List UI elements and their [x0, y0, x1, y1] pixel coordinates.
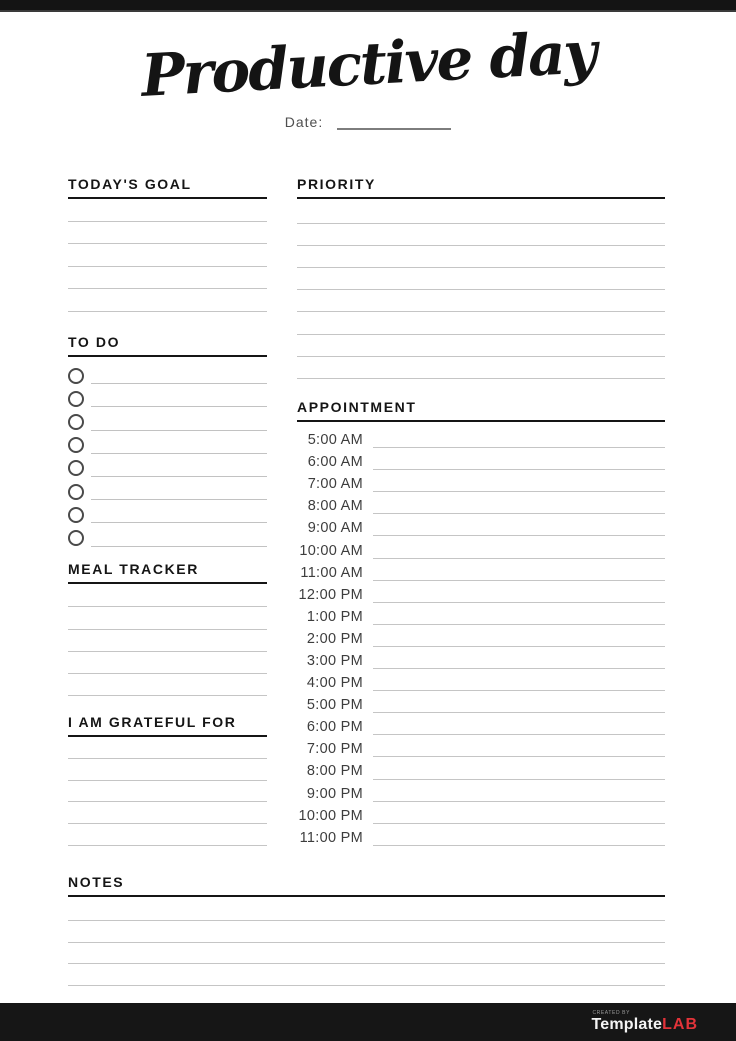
fill-line[interactable]	[68, 674, 267, 696]
fill-line[interactable]	[68, 899, 665, 921]
appointment-row	[297, 783, 665, 805]
time-label: 5:00 AM	[307, 432, 363, 449]
time-label: 10:00 AM	[299, 542, 363, 559]
fill-line[interactable]	[68, 289, 267, 312]
ruled-lines	[68, 899, 665, 986]
section-todays-goal	[68, 176, 267, 312]
fill-line[interactable]	[91, 383, 267, 384]
todo-checkbox-circle[interactable]	[68, 414, 84, 430]
appointment-row	[297, 429, 665, 451]
ruled-lines	[68, 199, 267, 312]
section-appointment	[297, 399, 665, 849]
fill-line[interactable]	[373, 756, 665, 757]
section-priority	[297, 176, 665, 379]
fill-line[interactable]	[68, 921, 665, 943]
section-title: MEAL TRACKER	[68, 561, 267, 584]
todo-checkbox-circle[interactable]	[68, 391, 84, 407]
section-title: PRIORITY	[297, 176, 665, 199]
appointment-row	[297, 738, 665, 760]
fill-line[interactable]	[373, 469, 665, 470]
fill-line[interactable]	[68, 781, 267, 803]
brand-lab-text: LAB	[662, 1016, 698, 1033]
fill-line[interactable]	[373, 535, 665, 536]
fill-line[interactable]	[68, 267, 267, 290]
fill-line[interactable]	[297, 312, 665, 334]
fill-line[interactable]	[68, 244, 267, 267]
templatelab-logo	[591, 1011, 698, 1033]
appointment-row	[297, 562, 665, 584]
time-label: 12:00 PM	[298, 586, 363, 603]
header	[0, 18, 736, 110]
appointment-row	[297, 650, 665, 672]
fill-line[interactable]	[68, 199, 267, 222]
fill-line[interactable]	[373, 491, 665, 492]
fill-line[interactable]	[68, 964, 665, 986]
appointment-row	[297, 805, 665, 827]
fill-line[interactable]	[373, 580, 665, 581]
fill-line[interactable]	[68, 222, 267, 245]
ruled-lines	[297, 202, 665, 379]
todo-row	[68, 364, 267, 387]
todo-checkbox-circle[interactable]	[68, 484, 84, 500]
footer-bar	[0, 1003, 736, 1041]
time-label: 7:00 AM	[307, 476, 363, 493]
time-label: 5:00 PM	[306, 697, 363, 714]
top-border-bar	[0, 0, 736, 12]
fill-line[interactable]	[373, 558, 665, 559]
time-label: 1:00 PM	[306, 608, 363, 625]
appointment-row	[297, 827, 665, 849]
page-title: Productive day	[139, 18, 597, 110]
time-label: 8:00 AM	[307, 498, 363, 515]
fill-line[interactable]	[373, 712, 665, 713]
todo-checkbox-circle[interactable]	[68, 507, 84, 523]
time-label: 9:00 PM	[306, 785, 363, 802]
todo-row	[68, 526, 267, 549]
ruled-lines	[68, 585, 267, 696]
fill-line[interactable]	[373, 646, 665, 647]
appointment-row	[297, 672, 665, 694]
fill-line[interactable]	[68, 824, 267, 846]
todo-row	[68, 457, 267, 480]
fill-line[interactable]	[373, 624, 665, 625]
ruled-lines	[68, 737, 267, 846]
time-label: 3:00 PM	[306, 652, 363, 669]
todo-list	[68, 364, 267, 550]
todo-checkbox-circle[interactable]	[68, 460, 84, 476]
fill-line[interactable]	[68, 630, 267, 652]
todo-row	[68, 480, 267, 503]
time-label: 8:00 PM	[306, 763, 363, 780]
appointment-row	[297, 517, 665, 539]
fill-line[interactable]	[297, 357, 665, 379]
created-by-label: CREATED BY	[592, 1010, 631, 1016]
todo-row	[68, 410, 267, 433]
todo-row	[68, 434, 267, 457]
fill-line[interactable]	[373, 845, 665, 846]
fill-line[interactable]	[373, 602, 665, 603]
fill-line[interactable]	[91, 430, 267, 431]
fill-line[interactable]	[297, 335, 665, 357]
appointment-row	[297, 694, 665, 716]
appointment-row	[297, 606, 665, 628]
section-grateful	[68, 714, 267, 846]
section-title: TODAY'S GOAL	[68, 176, 267, 199]
time-label: 2:00 PM	[306, 630, 363, 647]
fill-line[interactable]	[373, 779, 665, 780]
appointment-rows	[297, 429, 665, 849]
section-notes	[68, 874, 665, 986]
time-label: 7:00 PM	[306, 741, 363, 758]
appointment-row	[297, 539, 665, 561]
section-meal-tracker	[68, 561, 267, 696]
fill-line[interactable]	[91, 546, 267, 547]
todo-checkbox-circle[interactable]	[68, 437, 84, 453]
time-label: 11:00 PM	[299, 829, 363, 846]
fill-line[interactable]	[68, 607, 267, 629]
todo-row	[68, 387, 267, 410]
fill-line[interactable]	[373, 734, 665, 735]
section-title: APPOINTMENT	[297, 399, 665, 422]
appointment-row	[297, 584, 665, 606]
time-label: 11:00 AM	[300, 564, 363, 581]
fill-line[interactable]	[297, 246, 665, 268]
time-label: 10:00 PM	[298, 807, 363, 824]
appointment-row	[297, 628, 665, 650]
time-label: 9:00 AM	[307, 520, 363, 537]
fill-line[interactable]	[68, 652, 267, 674]
fill-line[interactable]	[91, 522, 267, 523]
fill-line[interactable]	[68, 943, 665, 965]
brand-template-text: Template	[591, 1016, 663, 1033]
appointment-row	[297, 716, 665, 738]
appointment-row	[297, 760, 665, 782]
todo-checkbox-circle[interactable]	[68, 368, 84, 384]
section-todo	[68, 334, 267, 550]
fill-line[interactable]	[91, 499, 267, 500]
fill-line[interactable]	[68, 802, 267, 824]
fill-line[interactable]	[297, 268, 665, 290]
fill-line[interactable]	[68, 737, 267, 759]
fill-line[interactable]	[373, 801, 665, 802]
time-label: 6:00 PM	[306, 719, 363, 736]
fill-line[interactable]	[373, 513, 665, 514]
fill-line[interactable]	[68, 585, 267, 607]
section-title: I AM GRATEFUL FOR	[68, 714, 267, 737]
fill-line[interactable]	[297, 224, 665, 246]
brand-name	[591, 1017, 698, 1033]
todo-row	[68, 503, 267, 526]
appointment-row	[297, 495, 665, 517]
fill-line[interactable]	[297, 202, 665, 224]
section-title: NOTES	[68, 874, 665, 897]
fill-line[interactable]	[68, 759, 267, 781]
time-label: 4:00 PM	[306, 675, 363, 692]
date-label: Date:	[284, 114, 324, 130]
time-label: 6:00 AM	[307, 454, 363, 471]
date-fill-line[interactable]	[337, 116, 451, 130]
fill-line[interactable]	[373, 447, 665, 448]
fill-line[interactable]	[297, 290, 665, 312]
fill-line[interactable]	[91, 453, 267, 454]
fill-line[interactable]	[373, 690, 665, 691]
todo-checkbox-circle[interactable]	[68, 530, 84, 546]
appointment-row	[297, 451, 665, 473]
fill-line[interactable]	[91, 476, 267, 477]
section-title: TO DO	[68, 334, 267, 357]
fill-line[interactable]	[91, 406, 267, 407]
date-row	[0, 114, 736, 130]
fill-line[interactable]	[373, 823, 665, 824]
appointment-row	[297, 473, 665, 495]
fill-line[interactable]	[373, 668, 665, 669]
